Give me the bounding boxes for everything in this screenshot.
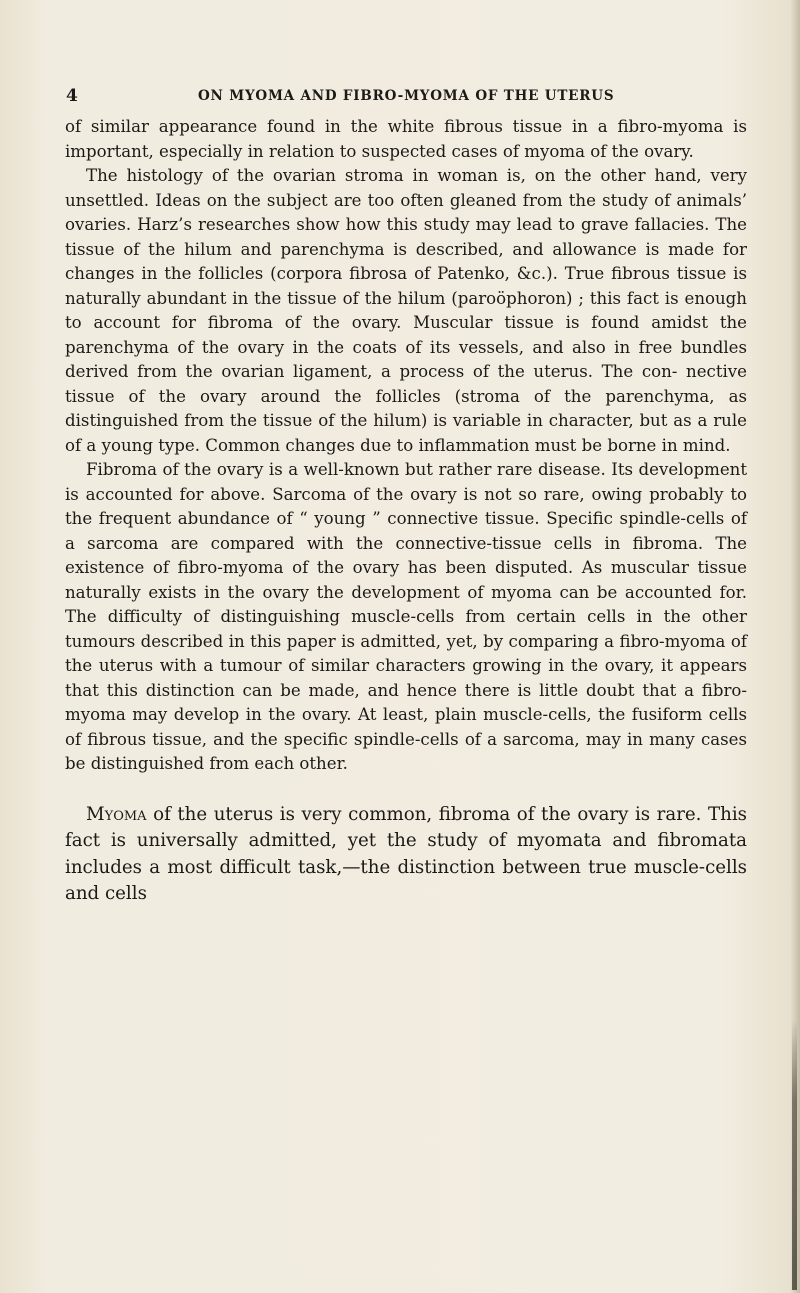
paragraph-ovarian-stroma: The histology of the ovarian stroma in woman is, on the other hand, very unsettled. Ideas on the subject are too often gleaned from the study of animals’ ovaries. Harz’s researches show how this study may lead to grave fallacies. The tissue of the hilum and parenchyma is described, and allowance is made for changes in the follicles (corpora fibrosa of Patenko, &c.). True fibrous tissue is naturally abundant in the tissue of the hilum (paroöphoron) ; this fact is enough to account for fibroma of the ovary. Muscular tissue is found amidst the parenchyma of the ovary in the coats of its vessels, and also in free bundles derived from the ovarian ligament, a process of the uterus. The con- nective tissue of the ovary around the follicles (stroma of the parenchyma, as distinguished from the tissue of the hilum) is variable in character, but as a rule of a young type. Common changes due to inflammation must be borne in mind. [65,166,747,455]
binding-edge-mark [792,1020,797,1290]
section-text: of the uterus is very common, fibroma of the ovary is rare. This fact is universally admitted, yet the study of myomata and fibromata includes a most difficult task,—the distinction between true muscle-cells and cells [65,803,747,904]
body-text [65,115,747,908]
paragraph-fibroma-ovary: Fibroma of the ovary is a well-known but rather rare disease. Its development is accounted for above. Sarcoma of the ovary is not so rare, owing probably to the frequent abundance of “ young ” connective tissue. Specific spindle-cells of a sarcoma are compared with the connective-tissue cells in fibroma. The existence of fibro-myoma of the ovary has been disputed. As muscular tissue naturally exists in the ovary the development of myoma can be accounted for. The difficulty of distinguishing muscle-cells from certain cells in the other tumours described in this paper is admitted, yet, by comparing a fibro-myoma of the uterus with a tumour of similar characters growing in the ovary, it appears that this distinction can be made, and hence there is little doubt that a fibro-myoma may develop in the ovary. At least, plain muscle-cells, the fusiform cells of fibrous tissue, and the specific spindle-cells of a sarcoma, may in many cases be distinguished from each other. [65,460,747,773]
paragraph-continued: of similar appearance found in the white fibrous tissue in a fibro-myoma is important, especially in relation to suspected cases of myoma of the ovary. [65,117,747,161]
section-lead-word: Myoma [86,803,147,825]
page-header [66,86,746,110]
paragraph-myoma-section [65,802,747,908]
running-head: ON MYOMA AND FIBRO-MYOMA OF THE UTERUS [198,88,615,104]
page-number: 4 [66,86,78,106]
